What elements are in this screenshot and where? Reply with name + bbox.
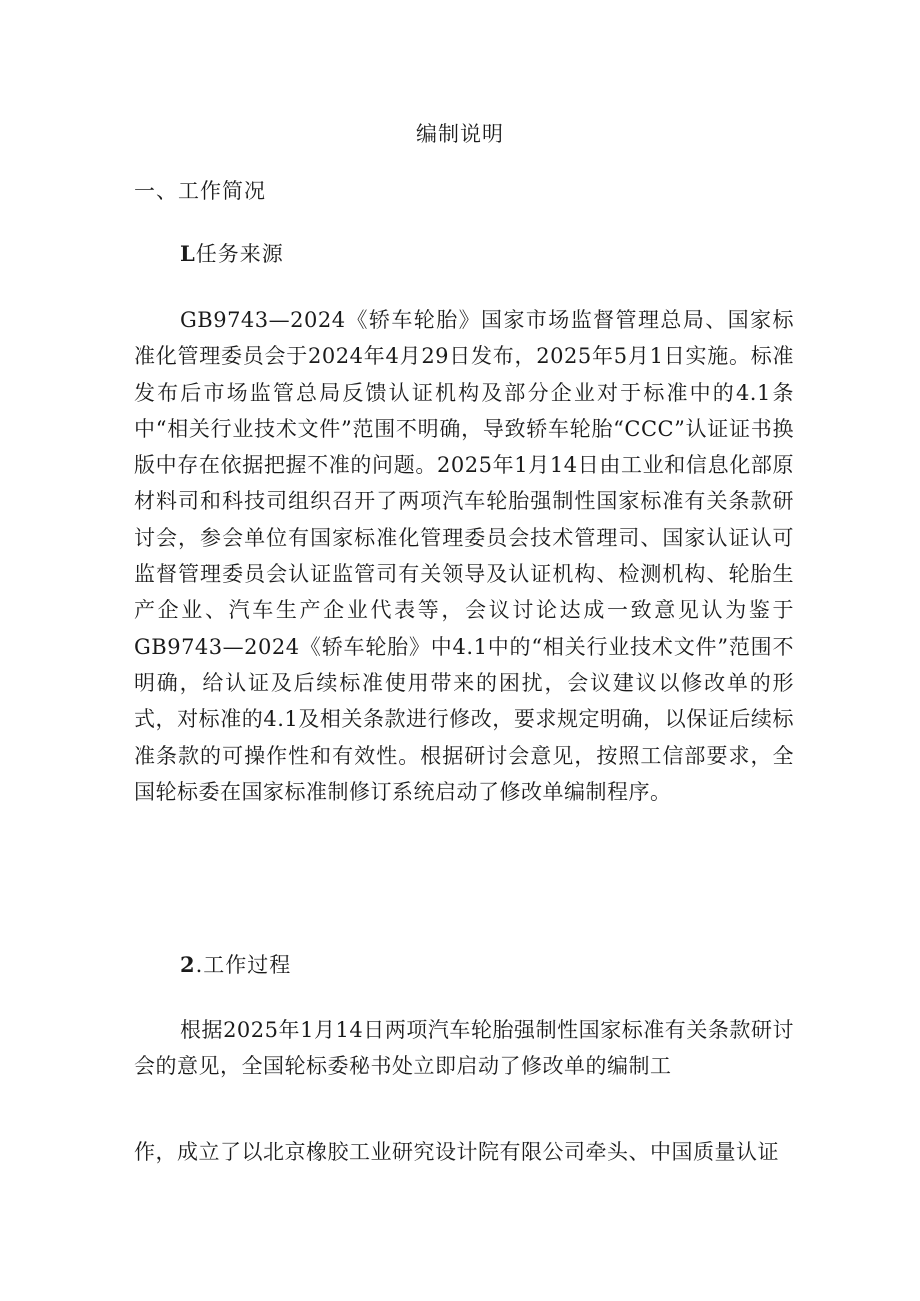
subsection-number: L <box>180 241 196 266</box>
paragraph-work-process-continued: 作，成立了以北京橡胶工业研究设计院有限公司牵头、中国质量认证 <box>134 1140 779 1164</box>
subsection-title: 任务来源 <box>195 242 284 266</box>
subsection-title: .工作过程 <box>195 953 292 977</box>
subsection-heading-work-process <box>180 949 291 981</box>
paragraph-work-process: 根据2025年1月14日两项汽车轮胎强制性国家标准有关条款研讨会的意见，全国轮标委秘书处立即启动了修改单的编制工 <box>134 1018 794 1079</box>
document-title: 编制说明 <box>416 122 504 146</box>
subsection-number: 2 <box>180 952 196 977</box>
subsection-heading-task-source <box>180 238 284 270</box>
section-heading-work-overview: 一、工作简况 <box>134 179 266 203</box>
paragraph-task-source: GB9743—2024《轿车轮胎》国家市场监督管理总局、国家标准化管理委员会于2024年4月29日发布，2025年5月1日实施。标准发布后市场监管总局反馈认证机构及部分企业对于标准中的4.1条中“相关行业技术文件”范围不明确，导致轿车轮胎“CCC”认证证书换版中存在依据把握不准的问题。2025年1月14日由工业和信息化部原材料司和科技司组织召开了两项汽车轮胎强制性国家标准有关条款研讨会，参会单位有国家标准化管理委员会技术管理司、国家认证认可监督管理委员会认证监管司有关领导及认证机构、检测机构、轮胎生产企业、汽车生产企业代表等，会议讨论达成一致意见认为鉴于GB9743—2024《轿车轮胎》中4.1中的“相关行业技术文件”范围不明确，给认证及后续标准使用带来的困扰，会议建议以修改单的形式，对标准的4.1及相关条款进行修改，要求规定明确，以保证后续标准条款的可操作性和有效性。根据研讨会意见，按照工信部要求，全国轮标委在国家标准制修订系统启动了修改单编制程序。 <box>134 308 794 804</box>
